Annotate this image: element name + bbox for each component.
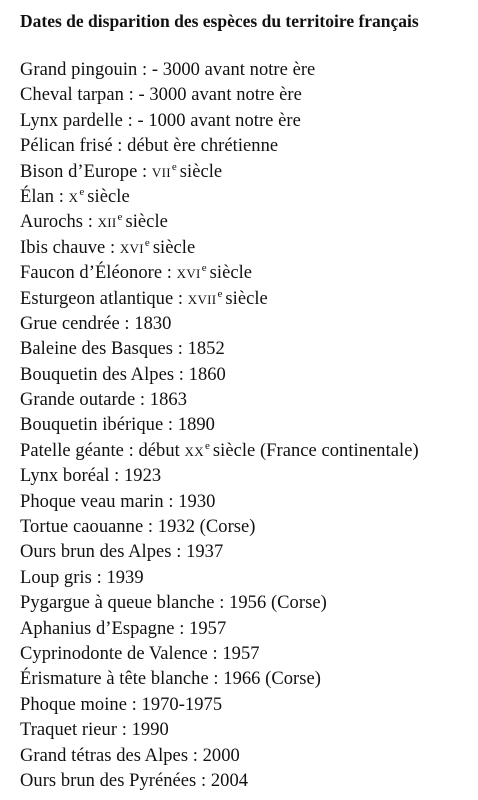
extinction-date: 1956 (Corse) xyxy=(229,593,327,614)
species-name: Grande outarde xyxy=(20,390,136,411)
century-numeral: xx xyxy=(184,440,204,461)
species-entry: Ours brun des Pyrénées : 2004 xyxy=(20,770,249,791)
century-numeral: xvi xyxy=(119,237,144,258)
species-name: Bouquetin des Alpes xyxy=(20,364,175,385)
species-name: Ours brun des Pyrénées xyxy=(20,770,197,791)
date-suffix: siècle xyxy=(125,212,168,233)
extinction-date: 1930 xyxy=(178,491,216,512)
extinction-date: - 3000 avant notre ère xyxy=(138,85,302,106)
extinction-date xyxy=(98,212,168,232)
species-entry: Traquet rieur : 1990 xyxy=(20,720,169,741)
page-title: Dates de disparition des espèces du territoire français xyxy=(20,11,419,31)
century-superscript: e xyxy=(204,439,210,452)
species-name: Aurochs xyxy=(20,212,84,233)
species-name: Érismature à tête blanche xyxy=(20,669,209,690)
species-name: Grue cendrée xyxy=(20,313,120,334)
species-name: Aphanius d’Espagne xyxy=(20,618,175,639)
species-entry: Pygargue à queue blanche : 1956 (Corse) xyxy=(20,593,327,614)
species-name: Cheval tarpan xyxy=(20,85,124,106)
date-suffix: siècle xyxy=(225,288,268,309)
species-name: Cyprinodonte de Valence xyxy=(20,643,208,664)
extinction-date xyxy=(69,187,130,207)
species-entry: Érismature à tête blanche : 1966 (Corse) xyxy=(20,669,321,690)
species-name: Bison d’Europe xyxy=(20,161,138,182)
species-name: Tortue caouanne xyxy=(20,517,144,538)
extinction-date xyxy=(152,162,222,182)
species-entry: Bouquetin ibérique : 1890 xyxy=(20,415,215,436)
species-name: Esturgeon atlantique xyxy=(20,288,174,309)
species-name: Grand tétras des Alpes xyxy=(20,745,189,766)
date-suffix: siècle xyxy=(152,237,196,258)
species-name: Grand pingouin xyxy=(20,60,138,80)
species-entry: Pélican frisé : début ère chrétienne xyxy=(20,136,279,157)
extinction-date: 1937 xyxy=(186,542,224,563)
century-superscript: e xyxy=(171,160,177,173)
extinction-date: 1970-1975 xyxy=(141,694,223,715)
species-entry: Tortue caouanne : 1932 (Corse) xyxy=(20,517,256,538)
species-entry: Baleine des Basques : 1852 xyxy=(20,339,225,360)
species-entry: Phoque veau marin : 1930 xyxy=(20,491,216,512)
century-numeral: xvii xyxy=(187,288,217,309)
extinction-date: 1957 xyxy=(222,643,260,664)
extinction-date: 1890 xyxy=(177,415,215,436)
species-name: Élan xyxy=(20,186,55,207)
species-entry: Grand pingouin : - 3000 avant notre ère xyxy=(20,60,316,80)
century-numeral: xvi xyxy=(176,263,201,284)
species-entry: Loup gris : 1939 xyxy=(20,567,144,588)
extinction-date: 2000 xyxy=(202,745,240,766)
species-name: Pélican frisé xyxy=(20,136,113,157)
century-numeral: xii xyxy=(97,212,117,233)
species-name: Patelle géante xyxy=(20,440,124,461)
species-name: Ours brun des Alpes xyxy=(20,542,172,563)
species-name: Baleine des Basques xyxy=(20,339,174,360)
species-entry: Faucon d’Éléonore : xvi$^e$ siècle xyxy=(20,262,253,284)
century-superscript: e xyxy=(144,236,150,249)
species-entry: Grue cendrée : 1830 xyxy=(20,313,172,334)
century-superscript: e xyxy=(117,211,123,224)
species-entry: Aurochs : xii$^e$ siècle xyxy=(20,211,168,233)
extinction-date: - 3000 avant notre ère xyxy=(151,60,316,80)
extinction-date: 1939 xyxy=(106,567,144,588)
date-suffix: siècle xyxy=(179,161,223,182)
species-name: Pygargue à queue blanche xyxy=(20,593,215,614)
extinction-date: 1863 xyxy=(149,390,187,411)
species-entry: Grande outarde : 1863 xyxy=(20,390,187,411)
date-suffix: siècle xyxy=(209,263,253,284)
species-name: Bouquetin ibérique xyxy=(20,415,164,436)
extinction-date xyxy=(120,238,195,258)
species-name: Phoque moine xyxy=(20,694,127,715)
date-suffix: siècle xyxy=(87,186,130,207)
species-name: Loup gris xyxy=(20,567,92,588)
extinction-date xyxy=(139,441,419,461)
century-superscript: e xyxy=(217,287,223,300)
extinction-date: 1830 xyxy=(134,313,172,334)
extinction-date: 1860 xyxy=(188,364,226,385)
species-entry: Cyprinodonte de Valence : 1957 xyxy=(20,643,260,664)
extinction-date: 1966 (Corse) xyxy=(223,669,321,690)
species-entry: Élan : $x^e$ siècle xyxy=(20,185,130,207)
species-entry: Aphanius d’Espagne : 1957 xyxy=(20,618,227,639)
date-prefix: début xyxy=(138,440,180,461)
date-suffix: siècle (France continentale) xyxy=(212,440,419,461)
species-entry: Patelle géante : début $xx^e$ siècle (France continentale) xyxy=(20,439,419,461)
century-numeral: vii xyxy=(151,161,171,182)
species-name: Ibis chauve xyxy=(20,237,106,258)
extinction-date: 1932 (Corse) xyxy=(157,517,256,538)
species-name: Lynx boréal xyxy=(20,466,110,487)
extinction-date: 1852 xyxy=(187,339,225,360)
species-name: Phoque veau marin xyxy=(20,491,164,512)
extinction-date xyxy=(177,263,252,283)
species-entry: Ibis chauve : xvi$^e$ siècle xyxy=(20,236,196,258)
species-entry: Lynx boréal : 1923 xyxy=(20,466,162,487)
species-list xyxy=(20,58,466,794)
century-superscript: e xyxy=(79,185,85,198)
species-name: Traquet rieur xyxy=(20,720,118,741)
century-superscript: e xyxy=(201,262,207,275)
species-entry: Grand tétras des Alpes : 2000 xyxy=(20,745,240,766)
species-entry: Bison d’Europe : vii$^e$ siècle xyxy=(20,160,223,182)
century-numeral: x xyxy=(68,186,79,207)
species-name: Faucon d’Éléonore xyxy=(20,263,163,284)
species-entry: Esturgeon atlantique : xvii$^e$ siècle xyxy=(20,287,268,309)
extinction-date: 1990 xyxy=(131,720,169,741)
extinction-date: 1923 xyxy=(123,466,162,487)
species-entry: Bouquetin des Alpes : 1860 xyxy=(20,364,226,385)
species-entry: Ours brun des Alpes : 1937 xyxy=(20,542,224,563)
extinction-date xyxy=(188,289,268,309)
extinction-date: 2004 xyxy=(210,770,249,791)
extinction-date: - 1000 avant notre ère xyxy=(137,110,301,131)
species-entry: Cheval tarpan : - 3000 avant notre ère xyxy=(20,85,302,106)
species-entry: Phoque moine : 1970-1975 xyxy=(20,694,223,715)
extinction-date: début ère chrétienne xyxy=(127,136,279,157)
extinction-date: 1957 xyxy=(189,618,227,639)
species-name: Lynx pardelle xyxy=(20,110,123,131)
species-entry: Lynx pardelle : - 1000 avant notre ère xyxy=(20,110,301,131)
